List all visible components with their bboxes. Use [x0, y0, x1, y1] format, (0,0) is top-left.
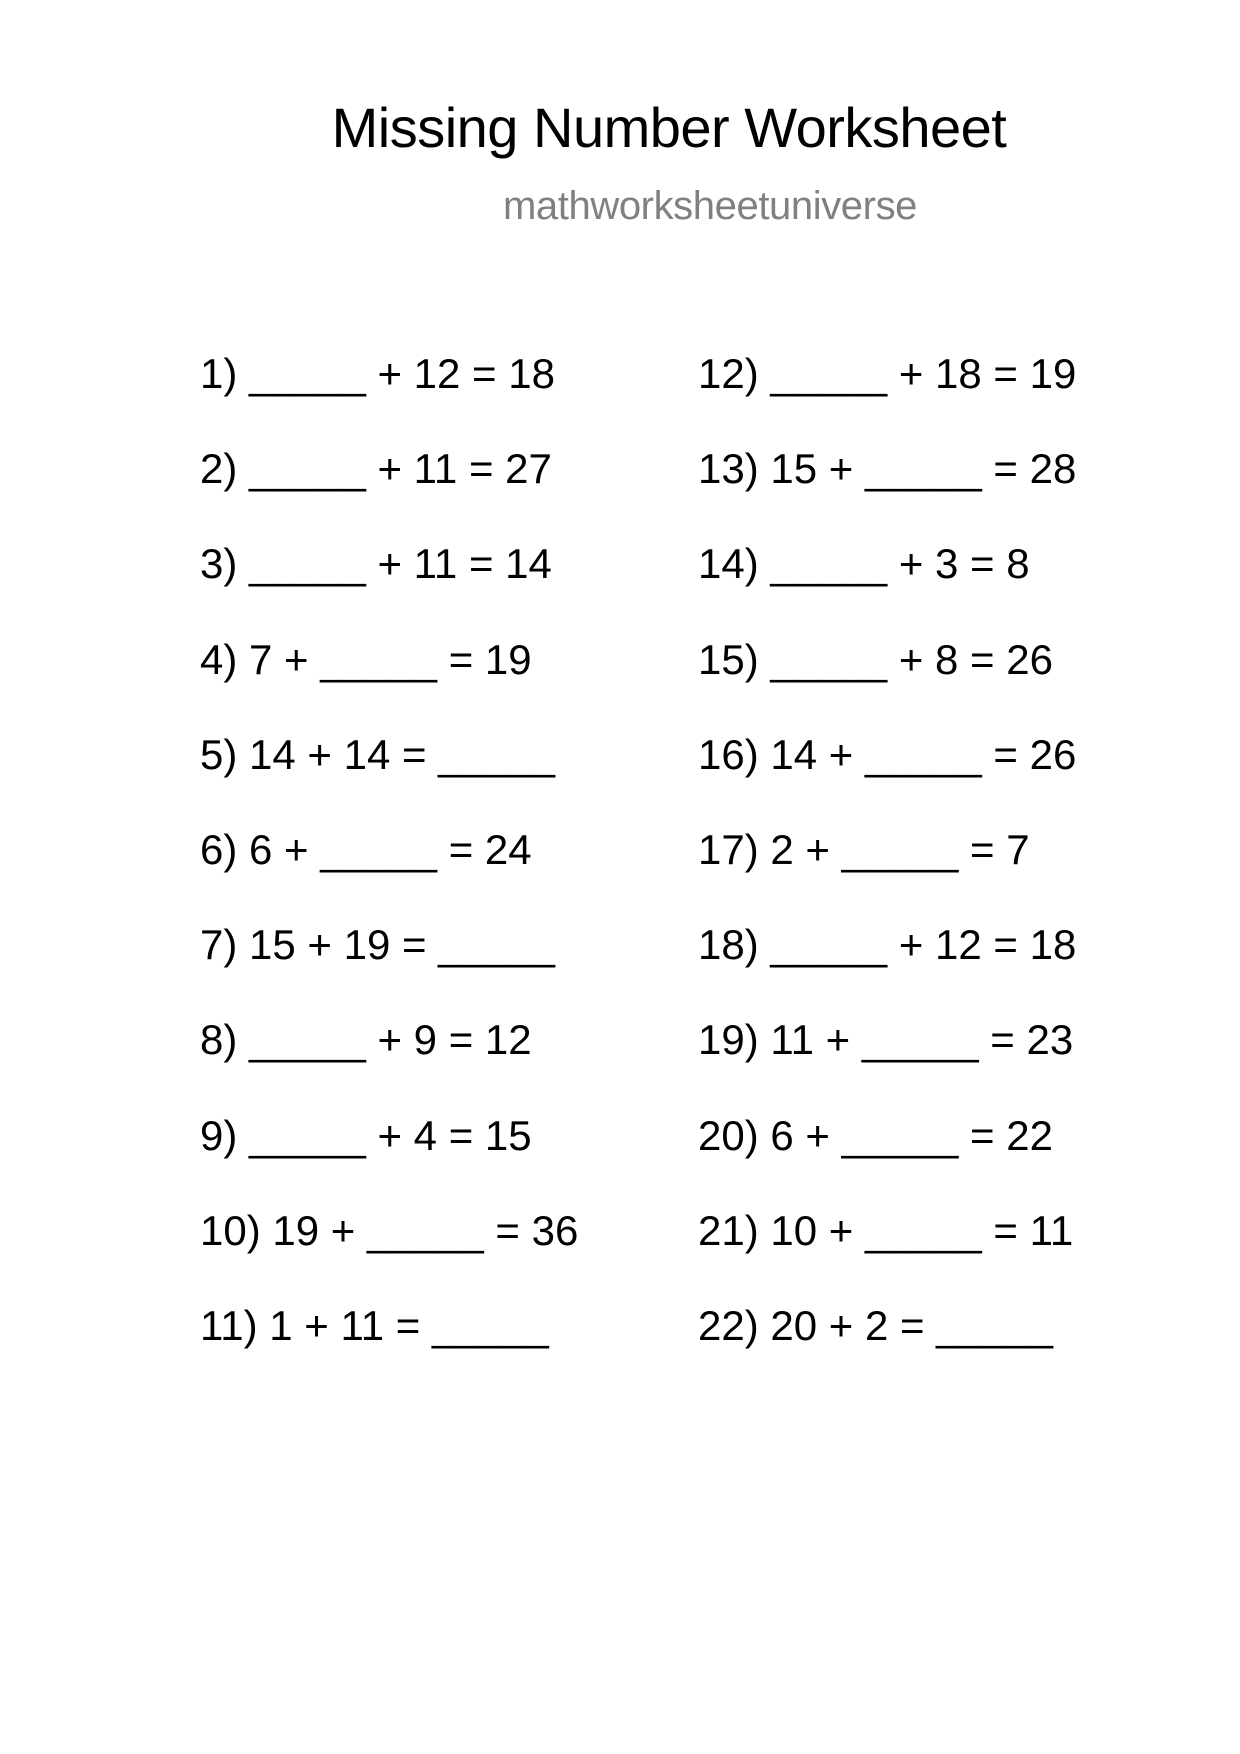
problem-8: 8) _____ + 9 = 12: [200, 1016, 532, 1064]
problem-7: 7) 15 + 19 = _____: [200, 921, 555, 969]
problem-column-right: [698, 350, 1076, 1397]
problem-3: 3) _____ + 11 = 14: [200, 540, 552, 588]
problem-18: 18) _____ + 12 = 18: [698, 921, 1077, 969]
worksheet-title: Missing Number Worksheet: [331, 96, 1007, 159]
problem-19: 19) 11 + _____ = 23: [698, 1016, 1074, 1064]
problem-13: 13) 15 + _____ = 28: [698, 445, 1077, 493]
problem-column-left: [200, 350, 578, 1397]
problem-9: 9) _____ + 4 = 15: [200, 1111, 532, 1159]
problem-21: 21) 10 + _____ = 11: [698, 1206, 1074, 1254]
problem-4: 4) 7 + _____ = 19: [200, 635, 532, 683]
problem-10: 10) 19 + _____ = 36: [200, 1206, 579, 1254]
problem-2: 2) _____ + 11 = 27: [200, 445, 552, 493]
problem-17: 17) 2 + _____ = 7: [698, 825, 1030, 873]
problem-11: 11) 1 + 11 = _____: [200, 1301, 549, 1349]
problem-1: 1) _____ + 12 = 18: [200, 350, 555, 397]
problem-5: 5) 14 + 14 = _____: [200, 730, 555, 778]
problem-12: 12) _____ + 18 = 19: [698, 350, 1077, 397]
problem-16: 16) 14 + _____ = 26: [698, 730, 1077, 778]
worksheet-source: mathworksheetuniverse: [503, 184, 918, 228]
problem-20: 20) 6 + _____ = 22: [698, 1111, 1053, 1159]
problem-22: 22) 20 + 2 = _____: [698, 1301, 1053, 1349]
problem-15: 15) _____ + 8 = 26: [698, 635, 1053, 683]
problem-14: 14) _____ + 3 = 8: [698, 540, 1030, 588]
problem-6: 6) 6 + _____ = 24: [200, 825, 532, 873]
